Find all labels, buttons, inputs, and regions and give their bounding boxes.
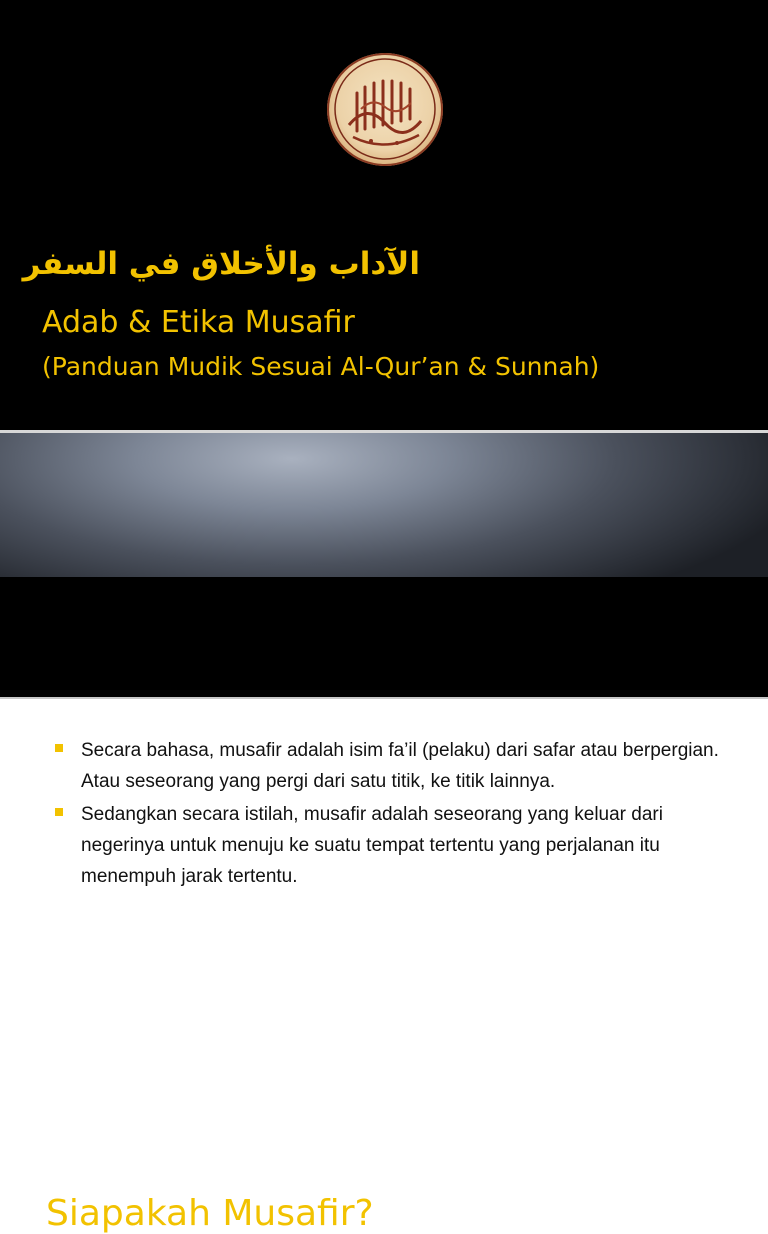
author-name: By. Rikza Maulan, Lc., M.Ag bbox=[51, 930, 251, 947]
list-item bbox=[55, 799, 735, 892]
presentation-title: Adab & Etika Musafir bbox=[42, 305, 355, 340]
basmala-emblem-icon bbox=[327, 53, 443, 166]
presentation-subtitle: (Panduan Mudik Sesuai Al-Qur’an & Sunnah) bbox=[42, 352, 600, 381]
arabic-title: الآداب والأخلاق في السفر bbox=[22, 246, 420, 282]
bullet-text: Secara bahasa, musafir adalah isim fa’il (pelaku) dari safar atau berpergian. Atau seseorang yang pergi dari satu titik, ke titik lainnya. bbox=[81, 740, 719, 792]
square-bullet-icon bbox=[55, 744, 63, 752]
bullet-text: Sedangkan secara istilah, musafir adalah seseorang yang keluar dari negerinya untuk menuju ke suatu tempat tertentu yang perjalanan itu menempuh jarak tertentu. bbox=[81, 804, 663, 887]
list-item bbox=[55, 735, 735, 797]
header-divider bbox=[0, 697, 768, 699]
bullet-list bbox=[55, 735, 735, 894]
square-bullet-icon bbox=[55, 808, 63, 816]
slide-title: Siapakah Musafir? bbox=[46, 1193, 374, 1234]
